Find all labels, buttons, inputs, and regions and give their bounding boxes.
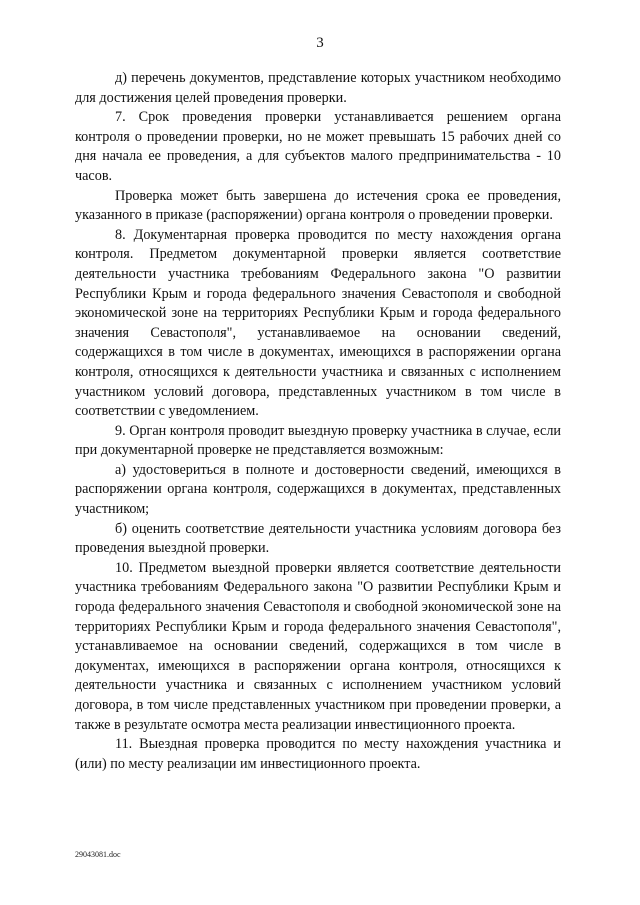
paragraph-9-field-inspection-conditions: 9. Орган контроля проводит выездную проверку участника в случае, если при документарной проверке не представляется возможным: xyxy=(75,422,561,459)
paragraph-inspection-completion: Проверка может быть завершена до истечения срока ее проведения, указанного в приказе (распоряжении) органа контроля о проведении проверки. xyxy=(75,187,561,224)
paragraph-8-documentary-inspection: 8. Документарная проверка проводится по месту нахождения органа контроля. Предметом документарной проверки является соответствие деятельности участника требованиям Федерального закона "О развитии Республики Крым и города федерального значения Севастополя и свободной экономической зоне на территориях Республики Крым и города федерального значения Севастополя", устанавливаемое на основании сведений, содержащихся в том числе в документах, имеющихся в распоряжении органа контроля, относящихся к деятельности участника и связанных с исполнением участником условий договора, представленных участником в том числе в соответствии с уведомлением. xyxy=(75,226,561,420)
paragraph-11-field-inspection-location: 11. Выездная проверка проводится по месту нахождения участника и (или) по месту реализации им инвестиционного проекта. xyxy=(75,736,561,772)
paragraph-d-documents-list: д) перечень документов, представление которых участником необходимо для достижения целей проведения проверки. xyxy=(75,70,561,106)
document-body xyxy=(75,69,561,774)
paragraph-9b-assess-compliance: б) оценить соответствие деятельности участника условиям договора без проведения выездной проверки. xyxy=(75,520,561,557)
paragraph-10-field-inspection-subject: 10. Предметом выездной проверки является соответствие деятельности участника требованиям Федерального закона "О развитии Республики Крым и города федерального значения Севастополя и свободной экономической зоне на территориях Республики Крым и города федерального значения Севастополя", устанавливаемое на основании сведений, содержащихся в том числе в документах, имеющихся в распоряжении органа контроля, относящихся к деятельности участника и связанных с исполнением участником условий договора, в том числе представленных участником при проведении проверки, а также в результате осмотра места реализации инвестиционного проекта. xyxy=(75,559,561,733)
paragraph-7-inspection-term: 7. Срок проведения проверки устанавливается решением органа контроля о проведении проверки, но не может превышать 15 рабочих дней со дня начала ее проведения, а для субъектов малого предпринимательства - 10 часов. xyxy=(75,109,561,184)
page-number: 3 xyxy=(316,35,324,51)
paragraph-9a-verify-completeness: а) удостовериться в полноте и достоверности сведений, имеющихся в распоряжении органа контроля, содержащихся в документах, представленных участником; xyxy=(75,461,561,518)
footer-file-name: 29043081.doc xyxy=(75,850,121,859)
